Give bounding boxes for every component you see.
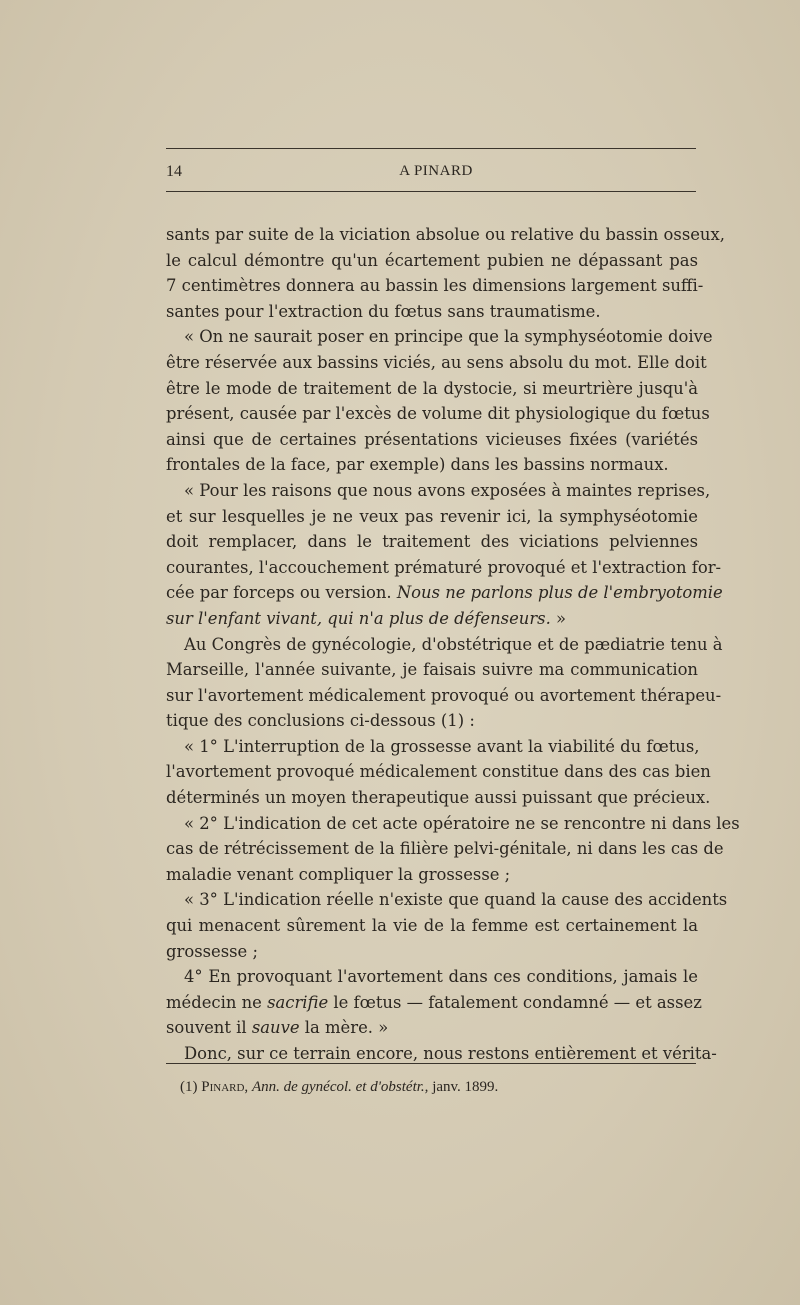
text-line: santes pour l'extraction du fœtus sans traumatisme. <box>166 301 601 321</box>
footnote-number: (1) <box>180 1079 198 1095</box>
text-line: déterminés un moyen therapeutique aussi puissant que précieux. <box>166 788 711 808</box>
text-line: qui menacent sûrement la vie de la femme est certainement la <box>166 916 698 936</box>
text-line: être réservée aux bassins viciés, au sens absolu du mot. Elle doit <box>166 352 707 372</box>
text-line: souvent il sauve la mère. » <box>166 1018 389 1038</box>
text-line: être le mode de traitement de la dystocie, si meurtrière jusqu'à <box>166 378 698 398</box>
text-line: 7 centimètres donnera au bassin les dimensions largement suffi- <box>166 276 704 296</box>
text-line: « 1° L'interruption de la grossesse avant la viabilité du fœtus, <box>184 736 700 756</box>
footnote-source: Ann. de gynécol. et d'obstétr., <box>251 1079 429 1095</box>
text-line: Au Congrès de gynécologie, d'obstétrique et de pædiatrie tenu à <box>184 634 723 654</box>
text-line: cée par forceps ou version. Nous ne parlons plus de l'embryotomie <box>166 583 723 603</box>
text-line: cas de rétrécissement de la filière pelvi-génitale, ni dans les cas de <box>166 839 724 859</box>
text-line: doit remplacer, dans le traitement des viciations pelviennes <box>166 532 698 552</box>
text-line: sur l'enfant vivant, qui n'a plus de défenseurs. » <box>166 608 567 628</box>
text-line: Marseille, l'année suivante, je faisais suivre ma communication <box>166 660 698 680</box>
header-bottom-rule <box>166 191 696 192</box>
header-top-rule <box>166 148 696 149</box>
text-line: maladie venant compliquer la grossesse ; <box>166 864 511 884</box>
text-line: l'avortement provoqué médicalement constitue dans des cas bien <box>166 762 711 782</box>
footnote <box>180 1079 498 1096</box>
text-line: présent, causée par l'excès de volume dit physiologique du fœtus <box>166 404 710 424</box>
text-line: le calcul démontre qu'un écartement pubien ne dépassant pas <box>166 250 698 270</box>
text-line: 4° En provoquant l'avortement dans ces conditions, jamais le <box>184 967 698 987</box>
text-line: Donc, sur ce terrain encore, nous restons entièrement et vérita- <box>184 1044 717 1063</box>
footnote-author: Pinard, <box>201 1079 249 1095</box>
text-line: « Pour les raisons que nous avons exposées à maintes reprises, <box>184 480 711 500</box>
running-title: A PINARD <box>399 163 473 179</box>
footnote-rule <box>166 1063 696 1064</box>
text-line: courantes, l'accouchement prématuré provoqué et l'extraction for- <box>166 557 722 577</box>
text-line: ainsi que de certaines présentations vicieuses fixées (variétés <box>166 429 698 449</box>
footnote-date: janv. 1899. <box>432 1079 499 1095</box>
text-line: tique des conclusions ci-dessous (1) : <box>166 711 475 731</box>
text-line: grossesse ; <box>166 941 258 961</box>
text-line: sur l'avortement médicalement provoqué ou avortement thérapeu- <box>166 685 722 705</box>
text-line: « On ne saurait poser en principe que la symphyséotomie doive <box>184 327 713 347</box>
page-number: 14 <box>166 163 182 180</box>
running-head <box>0 163 800 180</box>
body-text <box>166 222 740 1067</box>
text-line: et sur lesquelles je ne veux pas revenir ici, la symphyséotomie <box>166 506 698 526</box>
text-line: frontales de la face, par exemple) dans les bassins normaux. <box>166 455 669 475</box>
text-line: « 2° L'indication de cet acte opératoire ne se rencontre ni dans les <box>184 813 740 833</box>
text-line: médecin ne sacrifie le fœtus — fatalement condamné — et assez <box>166 992 702 1012</box>
text-line: « 3° L'indication réelle n'existe que quand la cause des accidents <box>184 890 728 910</box>
text-line: sants par suite de la viciation absolue ou relative du bassin osseux, <box>166 225 725 244</box>
